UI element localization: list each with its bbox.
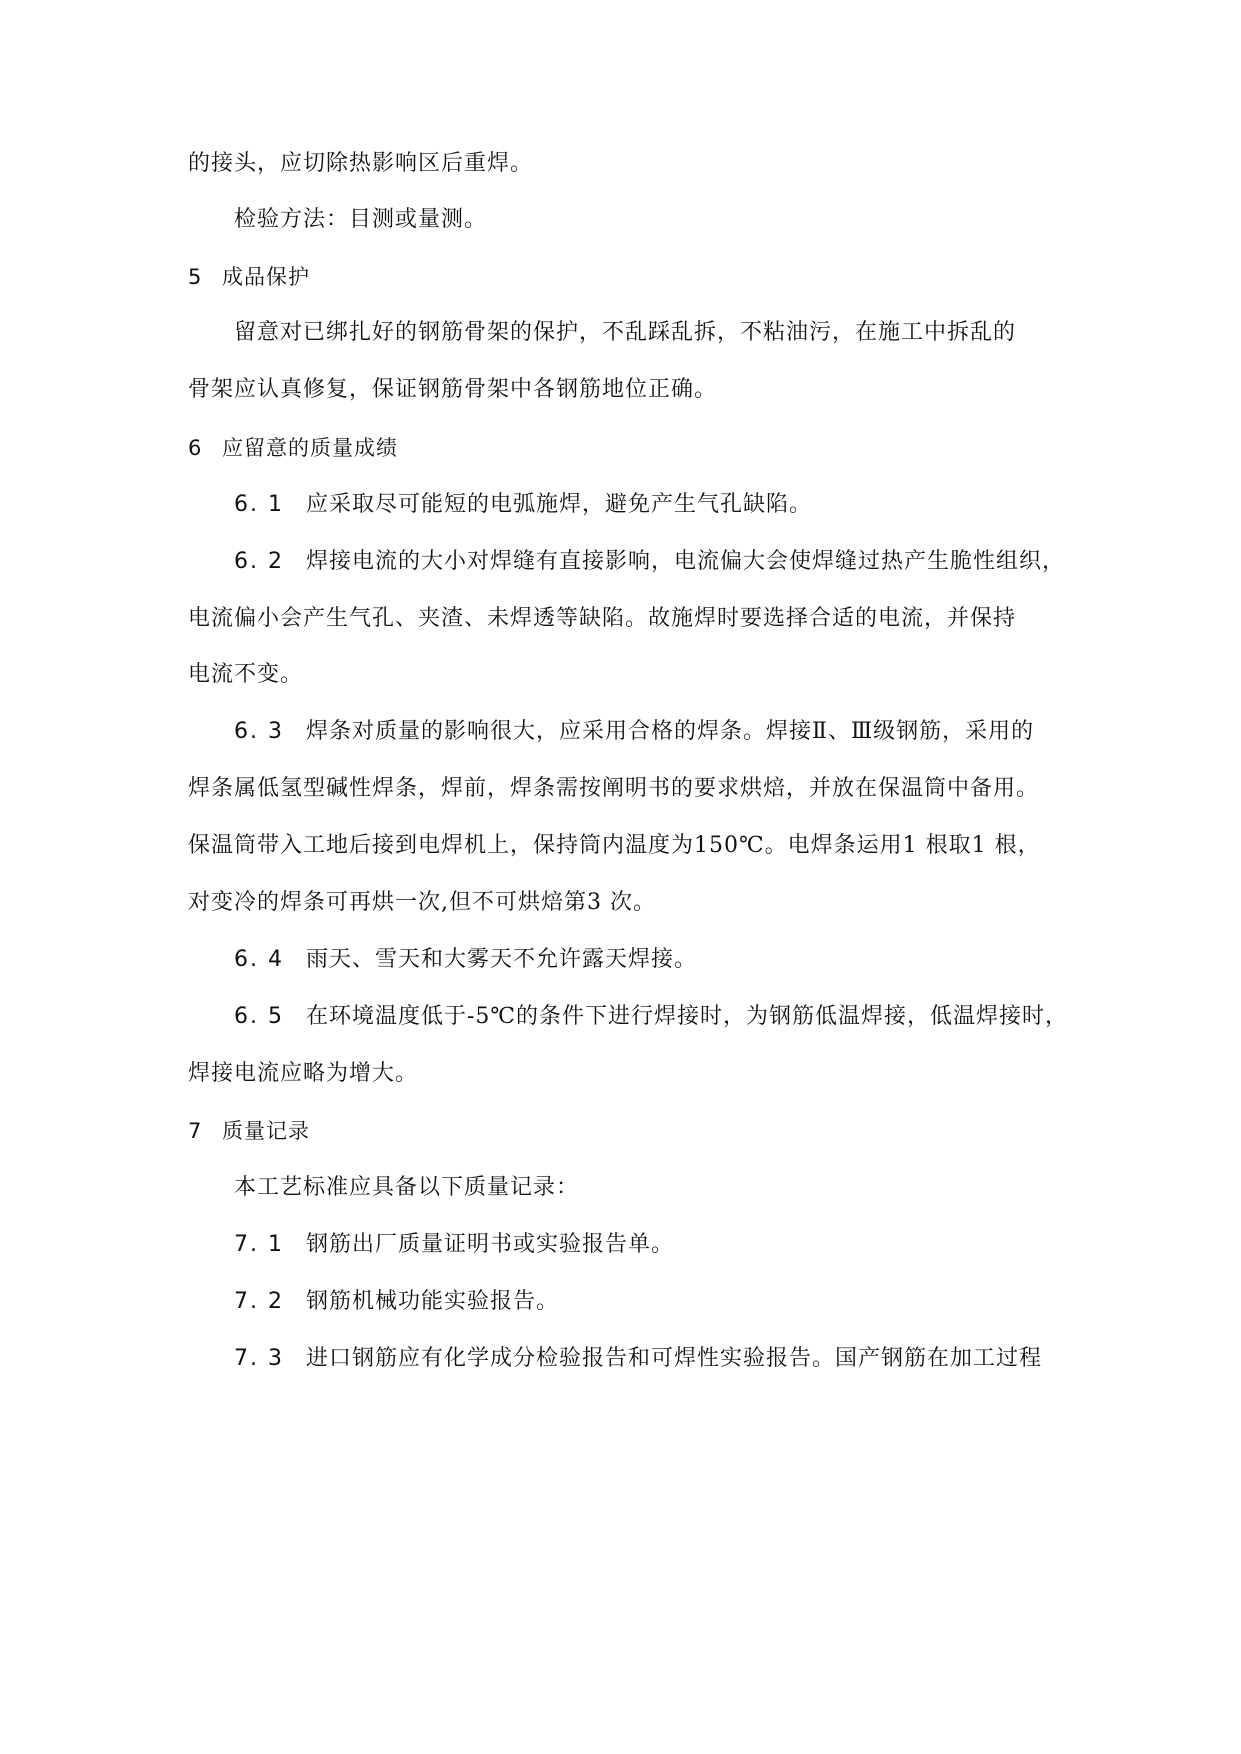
section-title: 质量记录 [222,1119,310,1143]
item-number: 7. 3 [234,1346,284,1371]
section-title: 成品保护 [222,265,310,289]
line-text: 焊接电流应略为增大。 [188,1061,419,1086]
line-text: 焊条属低氢型碱性焊条，焊前，焊条需按阐明书的要求烘焙，并放在保温筒中备用。 [188,776,1040,801]
line-text: 在环境温度低于-5℃的条件下进行焊接时，为钢筋低温焊接，低温焊接时， [305,1004,1069,1029]
line-text: 雨天、雪天和大雾天不允许露天焊接。 [305,947,697,972]
paragraph-line [188,774,1039,804]
paragraph-line [188,604,1016,634]
line-text: 进口钢筋应有化学成分检验报告和可焊性实验报告。国产钢筋在加工过程 [305,1346,1042,1371]
line-text: 钢筋机械功能实验报告。 [305,1289,559,1314]
numbered-item-6-3 [234,717,1034,747]
paragraph-line [234,318,1016,348]
numbered-item-6-5 [234,1002,1068,1032]
line-text: 的接头，应切除热影响区后重焊。 [188,151,534,176]
section-title: 应留意的质量成绩 [222,436,398,460]
item-number: 6. 5 [234,1004,284,1029]
item-number: 7. 1 [234,1232,284,1257]
section-number: 5 [188,265,203,289]
section-heading-5 [188,262,310,292]
paragraph-line [188,831,1041,861]
paragraph-line [188,149,533,179]
paragraph-line [188,660,303,690]
section-heading-7 [188,1116,310,1146]
numbered-item-7-1 [234,1230,674,1260]
line-text: 电流不变。 [188,662,304,687]
numbered-item-6-1 [234,490,812,520]
line-text: 留意对已绑扎好的钢筋骨架的保护，不乱踩乱拆，不粘油污，在施工中拆乱的 [234,320,1017,345]
line-text: 焊条对质量的影响很大，应采用合格的焊条。焊接Ⅱ、Ⅲ级钢筋，采用的 [305,719,1035,744]
numbered-item-6-2 [234,547,1065,577]
item-number: 7. 2 [234,1289,284,1314]
line-text: 电流偏小会产生气孔、夹渣、未焊透等缺陷。故施焊时要选择合适的电流，并保持 [188,606,1017,631]
line-text: 本工艺标准应具备以下质量记录： [234,1175,580,1200]
paragraph-line [188,888,656,918]
line-text: 骨架应认真修复，保证钢筋骨架中各钢筋地位正确。 [188,377,718,402]
item-number: 6. 4 [234,947,284,972]
paragraph-line [188,375,717,405]
numbered-item-6-4 [234,945,697,975]
line-text: 对变冷的焊条可再烘一次,但不可烘焙第3 次。 [188,890,656,915]
section-number: 7 [188,1119,203,1143]
numbered-item-7-3 [234,1344,1042,1374]
item-number: 6. 2 [234,549,284,574]
numbered-item-7-2 [234,1287,559,1317]
line-text: 钢筋出厂质量证明书或实验报告单。 [305,1232,674,1257]
line-text: 保温筒带入工地后接到电焊机上，保持筒内温度为150℃。电焊条运用1 根取1 根， [188,833,1041,858]
paragraph-line [188,1059,418,1089]
line-text: 应采取尽可能短的电弧施焊，避免产生气孔缺陷。 [305,492,812,517]
line-text: 检验方法：目测或量测。 [234,207,488,232]
item-number: 6. 1 [234,492,284,517]
paragraph-line [234,1173,579,1203]
paragraph-line [234,205,487,235]
section-number: 6 [188,436,203,460]
item-number: 6. 3 [234,719,284,744]
line-text: 焊接电流的大小对焊缝有直接影响，电流偏大会使焊缝过热产生脆性组织， [305,549,1065,574]
section-heading-6 [188,433,398,463]
